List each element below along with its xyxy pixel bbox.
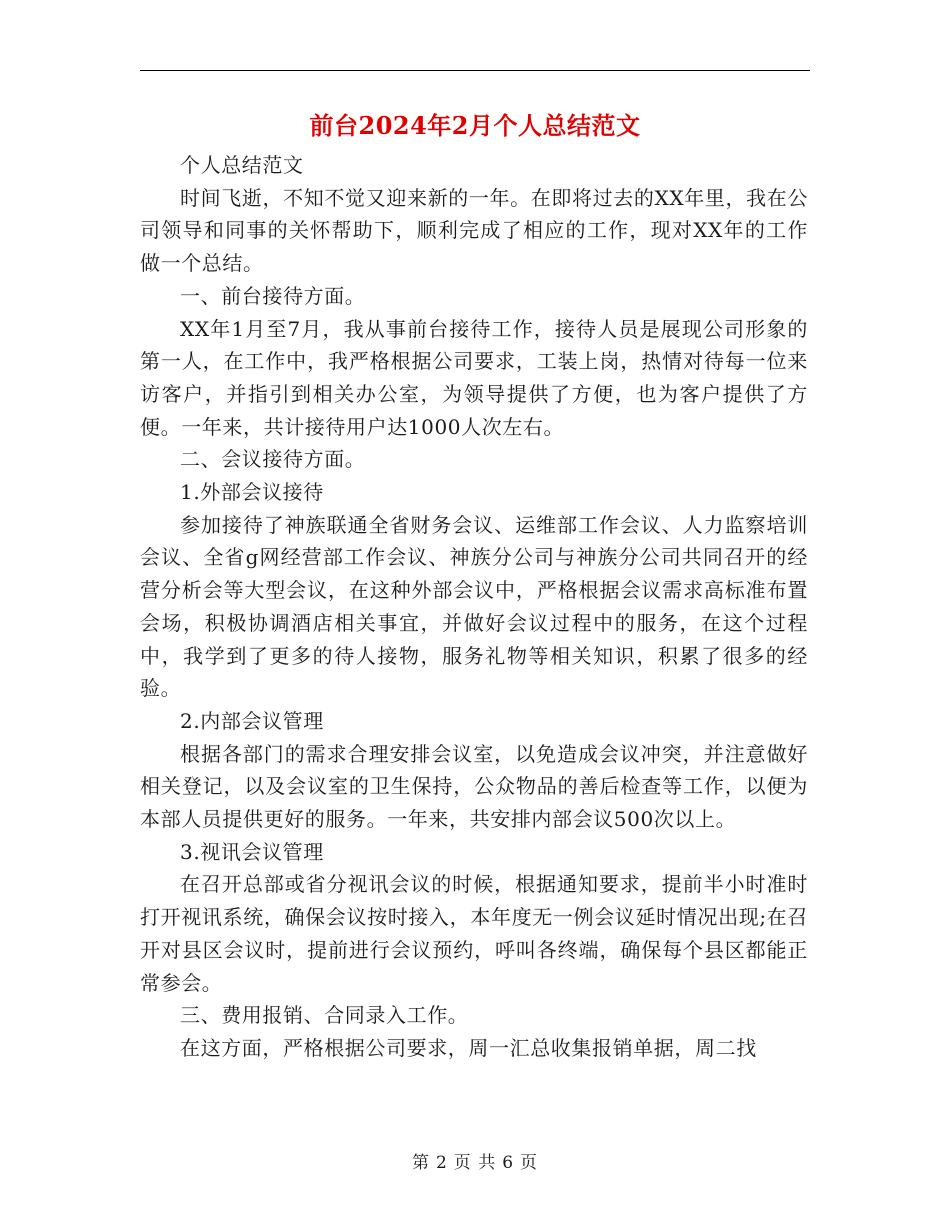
document-title: 前台2024年2月个人总结范文 — [309, 111, 641, 140]
section-heading-meetings: 二、会议接待方面。 — [180, 447, 366, 472]
paragraph-external-meetings: 参加接待了神族联通全省财务会议、运维部工作会议、人力监察培训会议、全省g网经营部工作会议、神族分公司与神族分公司共同召开的经营分析会等大型会议，在这种外部会议中，严格根据会议需求高标准布置会场，积极协调酒店相关事宜，并做好会议过程中的服务，在这个过程中，我学到了更多的待人接物，服务礼物等相关知识，积累了很多的经验。 — [140, 512, 808, 701]
paragraph-heading-summary: 个人总结范文 — [180, 153, 304, 177]
paragraph-expenses: 在这方面，严格根据公司要求，周一汇总收集报销单据，周二找 — [180, 1035, 757, 1060]
document-body — [140, 149, 808, 1065]
section-heading-reception: 一、前台接待方面。 — [180, 283, 366, 308]
footer-suffix: 页 — [520, 1153, 539, 1173]
paragraph-video-meetings: 在召开总部或省分视讯会议的时候，根据通知要求，提前半小时准时打开视讯系统，确保会议按时接入，本年度无一例会议延时情况出现;在召开对县区会议时，提前进行会议预约，呼叫各终端，确保每个县区都能正常参会。 — [140, 872, 808, 995]
paragraph-reception: XX年1月至7月，我从事前台接待工作，接待人员是展现公司形象的第一人，在工作中，我严格根据公司要求，工装上岗，热情对待每一位来访客户，并指引到相关办公室，为领导提供了方便，也为客户提供了方便。一年来，共计接待用户达1000人次左右。 — [140, 316, 808, 439]
header-rule — [140, 70, 810, 71]
paragraph-intro: 时间飞逝，不知不觉又迎来新的一年。在即将过去的XX年里，我在公司领导和同事的关怀帮助下，顺利完成了相应的工作，现对XX年的工作做一个总结。 — [140, 185, 808, 276]
footer-total-pages: 6 — [502, 1153, 515, 1173]
section-heading-expenses: 三、费用报销、合同录入工作。 — [180, 1003, 469, 1028]
subheading-external-meetings: 1.外部会议接待 — [180, 480, 324, 505]
subheading-internal-meetings: 2.内部会议管理 — [180, 708, 324, 733]
footer-prefix: 第 — [411, 1153, 430, 1173]
footer-current-page: 2 — [435, 1153, 448, 1173]
footer-middle: 页 共 — [453, 1153, 497, 1173]
page-footer — [0, 1151, 950, 1175]
subheading-video-meetings: 3.视讯会议管理 — [180, 839, 324, 864]
paragraph-internal-meetings: 根据各部门的需求合理安排会议室，以免造成会议冲突，并注意做好相关登记，以及会议室的卫生保持，公众物品的善后检查等工作，以便为本部人员提供更好的服务。一年来，共安排内部会议500次以上。 — [140, 741, 808, 832]
